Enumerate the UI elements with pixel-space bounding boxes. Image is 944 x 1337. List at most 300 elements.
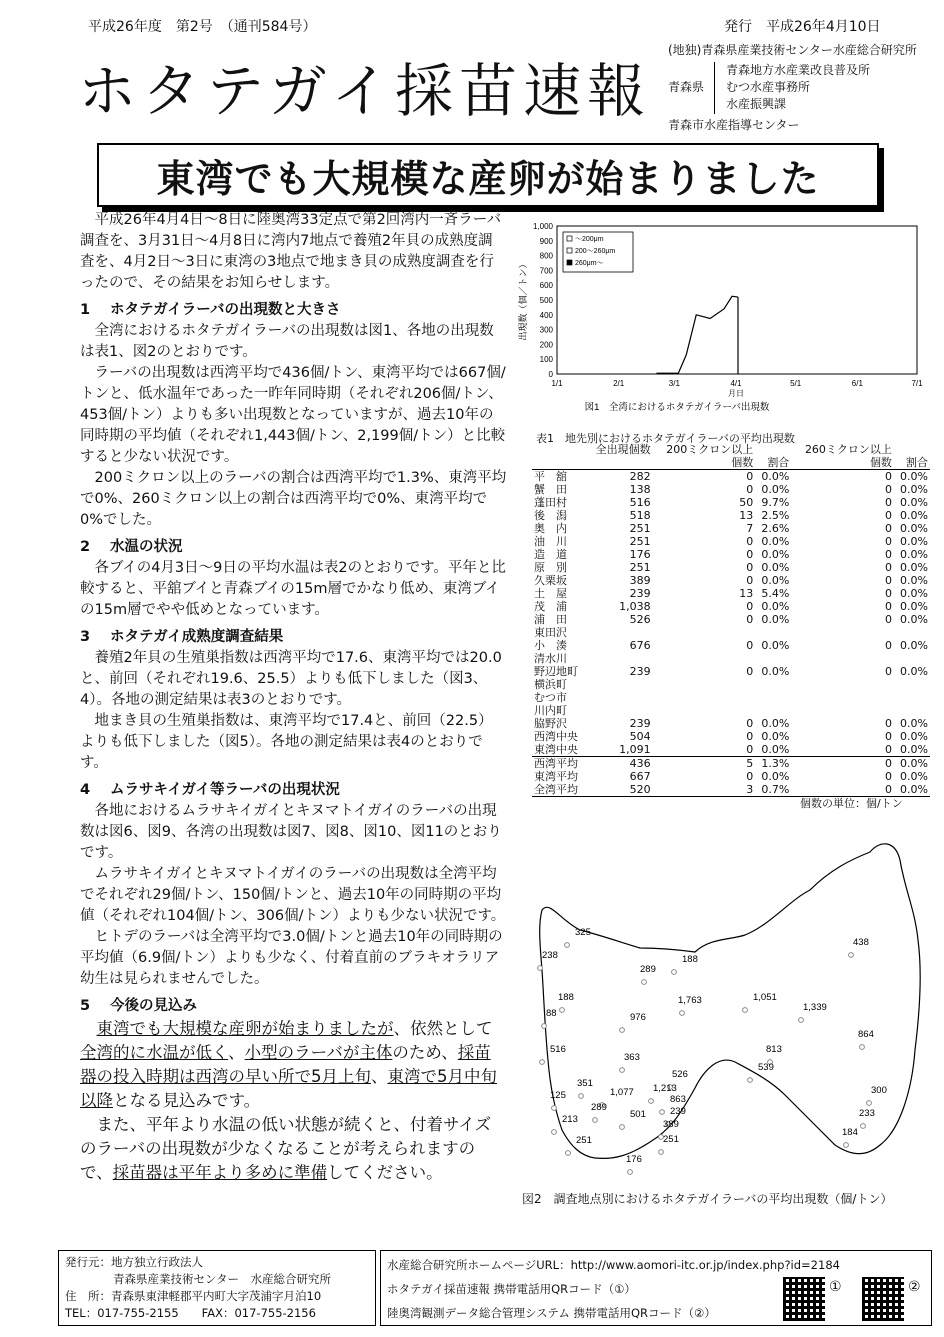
article-body [80, 210, 507, 1185]
station-value-label: 88 [546, 1008, 557, 1019]
station-value-label: 239 [670, 1106, 686, 1117]
table-cell: 0.0% [900, 574, 928, 587]
table-cell: 蓬田村 [534, 496, 567, 509]
issuer-item: 青森地方水産業改良普及所 [726, 63, 871, 77]
table-row [532, 730, 930, 743]
station-value-label: 1,339 [803, 1002, 827, 1013]
table-cell: 0 [746, 574, 754, 587]
station-dot [566, 1151, 571, 1156]
table-row [532, 509, 930, 522]
station-dot [540, 1060, 545, 1065]
section-4-para: ムラサキイガイとキヌマトイガイのラーバの出現数は全湾平均でそれぞれ29個/トン、150個/トンと、過去10年の同時期の平均値（それぞれ104個/トン、306個/トン）よりも少ない状況です。 [80, 866, 506, 924]
table-cell: 667 [629, 770, 651, 783]
table-cell: 239 [629, 587, 651, 600]
table-cell: 0.0% [900, 770, 928, 783]
table-cell: 389 [629, 574, 651, 587]
station-value-label: 176 [626, 1154, 642, 1165]
section-heading-1: 1 ホタテガイラーバの出現数と大きさ [80, 302, 341, 318]
table-cell: 0.0% [900, 717, 928, 730]
table-cell: 油 川 [534, 535, 567, 548]
station-value-label: 1,077 [610, 1087, 634, 1098]
table-cell: 282 [586, 470, 653, 484]
qr1-label: ホタテガイ採苗速報 携帯電話用QRコード（①） [387, 1282, 636, 1296]
station-value-label: 351 [577, 1078, 593, 1089]
issuer-list [726, 62, 870, 113]
table-cell [755, 652, 791, 665]
x-tick-label: 2/1 [613, 379, 625, 388]
table-cell: 0.0% [761, 483, 790, 496]
table-cell: 251 [629, 561, 651, 574]
table-cell: 蟹 田 [534, 483, 567, 496]
table-cell [894, 691, 930, 704]
station-dot [844, 1143, 849, 1148]
table-cell: 0 [884, 561, 892, 574]
y-tick-label: 400 [539, 310, 553, 320]
table-cell: 0 [884, 770, 892, 783]
table-cell: 0 [884, 522, 892, 535]
issuer-bracket [714, 62, 716, 114]
x-tick-label: 7/1 [911, 379, 923, 388]
table-row [532, 496, 930, 509]
station-value-label: 238 [542, 950, 558, 961]
station-dot [659, 1150, 664, 1155]
table-cell: 個数 [731, 456, 754, 469]
series-line-small [656, 296, 738, 373]
table-cell: 251 [629, 535, 651, 548]
x-axis-label: 月日 [728, 389, 745, 398]
table-cell: 西湾平均 [532, 757, 586, 771]
table-cell [653, 691, 756, 704]
station-value-label: 184 [842, 1127, 858, 1138]
station-value-label: 976 [630, 1012, 646, 1023]
table-cell: 239 [629, 717, 651, 730]
station-value-label: 289 [591, 1102, 607, 1113]
table-cell: 0 [791, 783, 894, 797]
station-value-label: 251 [576, 1135, 592, 1146]
table-cell [755, 443, 791, 456]
table-cell: 原 別 [534, 561, 567, 574]
table-cell: 0 [884, 717, 892, 730]
table-cell: 0.0% [900, 600, 928, 613]
table-cell [791, 652, 894, 665]
table-cell: 251 [629, 522, 651, 535]
station-dot [672, 970, 677, 975]
footer-publisher [58, 1250, 376, 1326]
table-cell: 50 [739, 496, 754, 509]
table-row [532, 483, 930, 496]
chart-figure-1 [512, 214, 932, 420]
section-5-para: 東湾でも大規模な産卵が始まりましたが、依然として全湾的に水温が低く、小型のラーバが主体のため、採苗器の投入時期は西湾の早い所で5月上旬、東湾で5月中旬以降となる見込みです。 [80, 1019, 497, 1110]
station-value-label: 863 [670, 1094, 686, 1105]
table-cell: 5.4% [761, 587, 790, 600]
table-cell [653, 704, 756, 717]
station-dot [743, 1008, 748, 1013]
table-cell: 0.0% [761, 561, 790, 574]
y-tick-label: 100 [539, 355, 553, 365]
station-value-label: 539 [758, 1062, 774, 1073]
qr2-mark: ② [908, 1279, 921, 1295]
table1-title: 表1 地先別におけるホタテガイラーバの平均出現数 [536, 432, 795, 445]
table-cell: 3 [653, 783, 756, 797]
section-1-para: 200ミクロン以上のラーバの割合は西湾平均で1.3%、東湾平均で0%、260ミクロン以上の割合は西湾平均で0%、東湾平均で0%でした。 [80, 470, 507, 528]
table-cell: 0.0% [761, 535, 790, 548]
table-cell: 脇野沢 [534, 717, 567, 730]
table-row [532, 535, 930, 548]
station-value-label: 213 [562, 1114, 578, 1125]
section-5-para: また、平年より水温の低い状態が続くと、付着サイズのラーバの出現数が少なくなることが考えられますので、採苗器は平年より多めに準備してください。 [80, 1115, 492, 1182]
section-heading-3: 3 ホタテガイ成熟度調査結果 [80, 629, 284, 645]
table-cell: 176 [629, 548, 651, 561]
table-cell: 7 [746, 522, 754, 535]
table-cell: 0 [746, 639, 754, 652]
table-row [532, 639, 930, 652]
table-cell: 518 [629, 509, 651, 522]
table-row [532, 717, 930, 730]
map-figure-2 [520, 830, 932, 1180]
table-cell: 2.6% [761, 522, 790, 535]
station-value-label: 864 [858, 1029, 874, 1040]
table-cell: 0.0% [761, 548, 790, 561]
section-3-para: 養殖2年貝の生殖巣指数は西湾平均で17.6、東湾平均では20.0と、前回（それぞれ19.6、25.5）よりも低下しました（図3、4）。各地の測定結果は表3のとおりです。 [80, 650, 502, 708]
qr1-mark: ① [829, 1279, 842, 1295]
table-cell: 0.0% [900, 730, 928, 743]
table-cell: 0.0% [761, 574, 790, 587]
table-cell: 0 [884, 613, 892, 626]
table-cell: 0.0% [761, 770, 790, 783]
table-cell: 0.0% [894, 783, 930, 797]
section-heading-5: 5 今後の見込み [80, 998, 197, 1014]
station-dot [620, 1125, 625, 1130]
table-cell: 0 [746, 665, 754, 678]
table-row [532, 522, 930, 535]
table-cell: 0.0% [894, 757, 930, 771]
map-caption: 図2 調査地点別におけるホタテガイラーバの平均出現数（個/トン） [522, 1192, 893, 1206]
qr2-label: 陸奥湾観測データ総合管理システム 携帯電話用QRコード（②） [387, 1306, 716, 1320]
table-cell: 0 [746, 535, 754, 548]
newsletter-title: ホタテガイ採苗速報 [78, 57, 652, 125]
issuer-item: むつ水産事務所 [726, 80, 811, 94]
table-cell: 0.0% [900, 743, 928, 756]
table-cell: 0 [884, 743, 892, 756]
table-cell: 平 舘 [532, 470, 586, 484]
station-dot [660, 1110, 665, 1115]
table-row [532, 600, 930, 613]
table-header-row [532, 443, 930, 456]
table-cell [653, 652, 756, 665]
table-cell [532, 456, 586, 470]
table-cell: 個数 [869, 456, 892, 469]
station-dot [649, 1099, 654, 1104]
table-cell: 0.0% [900, 496, 928, 509]
station-dot [565, 943, 570, 948]
table-cell: 奥 内 [534, 522, 567, 535]
table-cell: 138 [629, 483, 651, 496]
table-cell: 0.0% [900, 639, 928, 652]
table-cell: 0 [884, 548, 892, 561]
table-cell: 239 [629, 665, 651, 678]
station-value-label: 1,051 [753, 992, 777, 1003]
legend-marker [567, 260, 572, 265]
section-heading-4: 4 ムラサキイガイ等ラーバの出現状況 [80, 782, 340, 798]
table-cell: 0 [884, 665, 892, 678]
table-cell: 0 [884, 483, 892, 496]
x-tick-label: 1/1 [551, 379, 563, 388]
table-cell: 0 [791, 470, 894, 484]
station-dot [620, 1028, 625, 1033]
table-cell [755, 626, 791, 639]
bay-map [520, 830, 932, 1180]
x-tick-label: 5/1 [790, 379, 802, 388]
table-cell [894, 652, 930, 665]
qr-code-1[interactable] [783, 1277, 825, 1321]
table-cell: 横浜町 [534, 678, 567, 691]
station-value-label: 233 [859, 1108, 875, 1119]
station-value-label: 501 [630, 1109, 646, 1120]
section-heading-2: 2 水温の状況 [80, 539, 183, 555]
table-row [532, 587, 930, 600]
issuer-top: (地独)青森県産業技術センター水産総合研究所 [668, 43, 917, 57]
table-cell: 13 [739, 509, 754, 522]
station-value-label: 813 [766, 1044, 782, 1055]
table-cell: 0 [884, 574, 892, 587]
station-value-label: 300 [871, 1085, 887, 1096]
legend-marker [567, 236, 572, 241]
station-value-label: 125 [550, 1090, 566, 1101]
legend-label: ～200μm [575, 236, 604, 243]
legend-marker [567, 248, 572, 253]
y-tick-label: 700 [539, 266, 553, 276]
table-cell [653, 678, 756, 691]
table-subheader-row [532, 456, 930, 470]
table-cell: 0.0% [900, 509, 928, 522]
table-cell [894, 443, 930, 456]
table-cell [894, 626, 930, 639]
table-cell: 0.0% [761, 665, 790, 678]
publisher-address: 住 所：青森県東津軽郡平内町大字茂浦字月泊10 [65, 1289, 322, 1303]
table-cell: 川内町 [534, 704, 567, 717]
table-cell: 526 [629, 613, 651, 626]
table-row [532, 548, 930, 561]
publisher-label: 発行元：地方独立行政法人 [65, 1255, 203, 1269]
station-dot [552, 1106, 557, 1111]
table-row [532, 678, 930, 691]
table-cell: 0.0% [755, 470, 791, 484]
issue-date: 発行 平成26年4月10日 [724, 19, 881, 35]
table-cell: 0 [746, 613, 754, 626]
table-cell: 茂 浦 [534, 600, 567, 613]
table-cell: 0.0% [894, 470, 930, 484]
table-cell [586, 456, 653, 470]
table-cell [586, 678, 653, 691]
table-cell [755, 691, 791, 704]
station-dot [642, 980, 647, 985]
table-row [532, 704, 930, 717]
station-dot [542, 1024, 547, 1029]
table-cell: 全出現個数 [595, 443, 651, 456]
x-tick-label: 3/1 [668, 379, 680, 388]
table-cell: 浦 田 [534, 613, 567, 626]
table-cell: 0 [884, 639, 892, 652]
table-cell: 0 [884, 535, 892, 548]
table-cell: 0 [653, 470, 756, 484]
table-cell: 436 [586, 757, 653, 771]
table-cell: 割合 [767, 456, 790, 469]
table-cell [532, 443, 586, 456]
table-row [532, 561, 930, 574]
table-cell [586, 691, 653, 704]
table-cell: 0 [884, 587, 892, 600]
table-row [532, 574, 930, 587]
station-dot [861, 1124, 866, 1129]
station-value-label: 526 [672, 1069, 688, 1080]
station-value-label: 516 [550, 1044, 566, 1055]
issue-number: 平成26年度 第2号 （通刊584号） [88, 19, 317, 35]
table-row [532, 757, 930, 771]
station-dot [538, 966, 543, 971]
table-cell [894, 704, 930, 717]
table-cell: 0.0% [761, 600, 790, 613]
table-cell: 0.0% [761, 639, 790, 652]
table-cell: 野辺地町 [534, 665, 578, 678]
table-cell: 5 [653, 757, 756, 771]
table-cell: 0.0% [900, 665, 928, 678]
station-value-label: 188 [682, 954, 698, 965]
table1 [532, 443, 930, 797]
table-cell [653, 626, 756, 639]
table-row [532, 743, 930, 757]
table-row [532, 652, 930, 665]
headline: 東湾でも大規模な産卵が始まりました [97, 143, 879, 207]
table-cell: 520 [586, 783, 653, 797]
legend-label: 200～260μm [575, 248, 616, 255]
station-value-label: 1,763 [678, 995, 702, 1006]
station-value-label: 363 [624, 1052, 640, 1063]
table-cell [586, 626, 653, 639]
station-dot [593, 1118, 598, 1123]
table-cell: 東湾中央 [534, 743, 578, 756]
table-cell: 0 [884, 509, 892, 522]
table-cell: むつ市 [534, 691, 567, 704]
station-dot [620, 1068, 625, 1073]
station-dot [680, 1011, 685, 1016]
table-cell: 東田沢 [534, 626, 567, 639]
table-cell: 0 [746, 743, 754, 756]
data-table [532, 443, 930, 797]
homepage-url[interactable]: 水産総合研究所ホームページURL：http://www.aomori-itc.or.jp/index.php?id=2184 [387, 1258, 840, 1272]
section-4-para: 各地におけるムラサキイガイとキヌマトイガイのラーバの出現数は図6、図9、各湾の出現数は図7、図8、図10、図11のとおりです。 [80, 803, 502, 861]
station-dot [560, 1008, 565, 1013]
y-tick-label: 1,000 [532, 222, 553, 231]
table-cell [894, 678, 930, 691]
table-cell: 0 [884, 730, 892, 743]
table-cell: 久栗坂 [534, 574, 567, 587]
station-value-label: 325 [575, 927, 591, 938]
section-3-para: 地まき貝の生殖巣指数は、東湾平均で17.4と、前回（22.5）よりも低下しました（図5）。各地の測定結果は表4のとおりです。 [80, 713, 493, 771]
x-tick-label: 4/1 [730, 379, 742, 388]
y-tick-label: 900 [539, 236, 553, 246]
station-dot [552, 1130, 557, 1135]
table-cell: 0 [746, 561, 754, 574]
table-cell: 0.0% [900, 561, 928, 574]
table-cell: 造 道 [534, 548, 567, 561]
table-cell [791, 626, 894, 639]
table-cell [791, 704, 894, 717]
station-value-label: 438 [853, 937, 869, 948]
table-cell: 0 [746, 770, 754, 783]
table-row [532, 613, 930, 626]
section-1-para: ラーバの出現数は西湾平均で436個/トン、東湾平均では667個/トンと、低水温年であった一昨年同時期（それぞれ206個/トン、453個/トン）よりも多い出現数となっていますが、過去10年の同時期の平均値（それぞれ1,443個/トン、2,199個/トン）と比較すると少ない状況です。 [80, 365, 506, 465]
table-cell: 0 [791, 757, 894, 771]
table-cell [586, 652, 653, 665]
table-cell: 0.0% [761, 613, 790, 626]
table-cell: 676 [629, 639, 651, 652]
table-row [532, 626, 930, 639]
x-tick-label: 6/1 [851, 379, 863, 388]
table-cell: 1.3% [755, 757, 791, 771]
legend-label: 260μm～ [575, 260, 604, 267]
table-cell: 200ミクロン以上 [666, 443, 754, 456]
y-tick-label: 500 [539, 296, 553, 305]
table-cell: 割合 [906, 456, 928, 469]
issuer-pref: 青森県 [668, 80, 705, 94]
issuer-item: 水産振興課 [726, 97, 787, 111]
table-cell: 516 [629, 496, 651, 509]
table-row [532, 691, 930, 704]
table-cell: 小 湊 [534, 639, 567, 652]
section-4-para: ヒトデのラーバは全湾平均で3.0個/トンと過去10年の同時期の平均値（6.9個/トン）よりも少なく、付着直前のブラキオラリア幼生は見られませんでした。 [80, 929, 503, 987]
station-dot [799, 1018, 804, 1023]
station-dot [867, 1101, 872, 1106]
table-cell: 清水川 [534, 652, 567, 665]
issuer-bottom: 青森市水産指導センター [668, 118, 800, 132]
table-cell [755, 678, 791, 691]
table-cell: 0 [746, 548, 754, 561]
station-dot [860, 1045, 865, 1050]
table-cell: 0 [746, 730, 754, 743]
table-cell: 0 [746, 717, 754, 730]
table-cell [755, 704, 791, 717]
table-cell: 西湾中央 [534, 730, 578, 743]
table-row [532, 665, 930, 678]
y-tick-label: 0 [548, 370, 553, 379]
section-2-para: 各ブイの4月3日～9日の平均水温は表2のとおりです。平年と比較すると、平舘ブイと青森ブイの15m層でかなり低め、東湾ブイの15m層でやや低めとなっています。 [80, 560, 506, 618]
table-cell: 0 [884, 496, 892, 509]
intro-paragraph: 平成26年4月4日～8日に陸奥湾33定点で第2回湾内一斉ラーバ調査を、3月31日～4月8日に湾内7地点で養殖2年貝の成熟度調査を、4月2日～3日に東湾の3地点で地まき貝の成熟度調査を行ったので、その結果をお知らせします。 [80, 212, 502, 291]
table-cell: 0.0% [761, 730, 790, 743]
station-value-label: 251 [663, 1134, 679, 1145]
y-tick-label: 200 [539, 340, 553, 350]
qr-code-2[interactable] [862, 1277, 904, 1321]
table-cell: 東湾平均 [534, 770, 578, 783]
station-dot [748, 1078, 753, 1083]
table-cell: 0.0% [900, 483, 928, 496]
table-row [532, 770, 930, 783]
table-cell: 0.0% [900, 613, 928, 626]
table-cell: 1,038 [619, 600, 651, 613]
table-cell: 0.7% [755, 783, 791, 797]
station-dot [849, 953, 854, 958]
y-tick-label: 300 [539, 325, 553, 335]
table-cell: 土 屋 [534, 587, 567, 600]
table-row [532, 470, 930, 484]
station-value-label: 389 [663, 1119, 679, 1130]
station-value-label: 188 [558, 992, 574, 1003]
table-cell: 0.0% [900, 522, 928, 535]
table-cell: 0.0% [900, 548, 928, 561]
footer-links [380, 1250, 932, 1326]
table-cell: 2.5% [761, 509, 790, 522]
table-cell [791, 678, 894, 691]
